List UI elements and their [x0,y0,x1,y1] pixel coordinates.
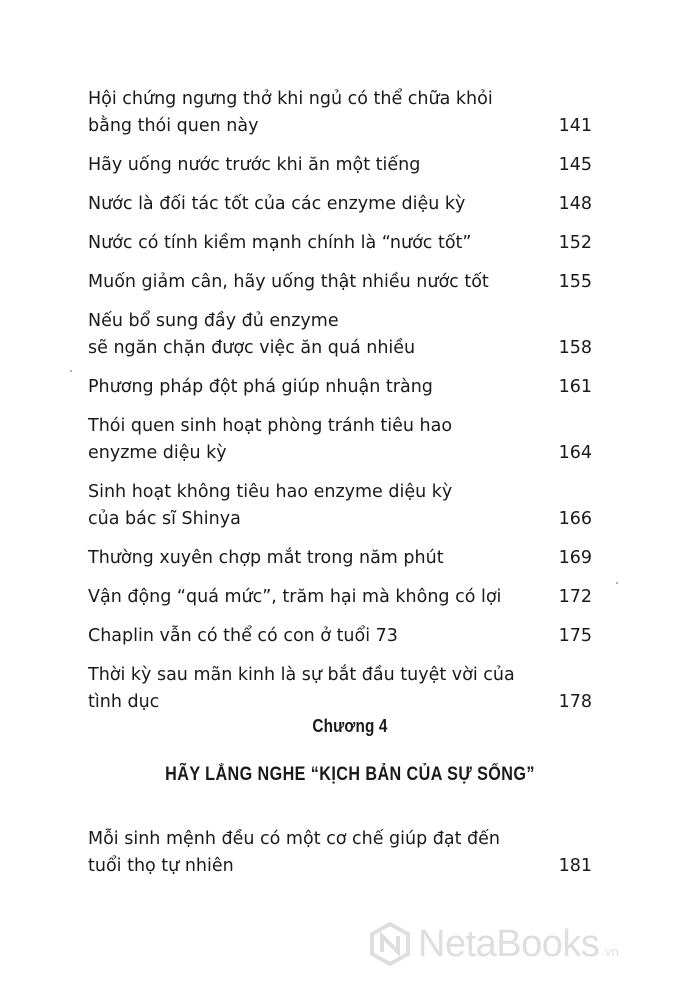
toc-entry-title: Hãy uống nước trước khi ăn một tiếng [88,155,421,175]
toc-entry-page: 161 [558,377,592,397]
toc-entry-page: 155 [558,272,592,292]
watermark [368,920,619,968]
toc-entry [88,545,592,572]
netabooks-logo-icon [368,922,412,966]
toc-entry-title: Hội chứng ngưng thở khi ngủ có thể chữa khỏi bằng thói quen này [88,89,493,136]
table-of-contents [88,86,592,728]
toc-entry-page: 145 [558,155,592,175]
table-of-contents-continued [88,826,592,892]
toc-entry-title: Nước là đối tác tốt của các enzyme diệu kỳ [88,194,466,214]
toc-entry [88,826,592,880]
toc-entry-title: Sinh hoạt không tiêu hao enzyme diệu kỳ của bác sĩ Shinya [88,482,453,529]
toc-entry [88,269,592,296]
toc-entry-title: Chaplin vẫn có thể có con ở tuổi 73 [88,626,398,646]
scan-speck [70,370,72,372]
toc-entry-page: 172 [558,587,592,607]
toc-entry-title: Nước có tính kiềm mạnh chính là “nước tốt” [88,233,472,253]
toc-entry [88,662,592,716]
toc-entry-page: 181 [558,856,592,876]
toc-entry-title: Thói quen sinh hoạt phòng tránh tiêu hao enyzme diệu kỳ [88,416,453,463]
chapter-title: HÃY LẮNG NGHE “KỊCH BẢN CỦA SỰ SỐNG” [165,764,535,785]
toc-entry [88,191,592,218]
toc-entry-page: 164 [558,443,592,463]
toc-entry-page: 169 [558,548,592,568]
toc-entry-page: 166 [558,509,592,529]
chapter-number: Chương 4 [312,716,388,736]
toc-entry-title: Vận động “quá mức”, trăm hại mà không có lợi [88,587,502,607]
toc-entry-page: 178 [558,692,592,712]
toc-entry [88,584,592,611]
toc-entry-title: Muốn giảm cân, hãy uống thật nhiều nước tốt [88,272,489,292]
toc-entry-title: Mỗi sinh mệnh đều có một cơ chế giúp đạt đến tuổi thọ tự nhiên [88,829,501,876]
watermark-tld: .vn [601,943,619,959]
toc-entry [88,230,592,257]
scan-speck [616,582,618,584]
toc-entry-title: Thường xuyên chợp mắt trong năm phút [88,548,444,568]
toc-entry-page: 158 [558,338,592,358]
toc-entry-title: Thời kỳ sau mãn kinh là sự bắt đầu tuyệt vời của tình dục [88,665,515,712]
toc-entry [88,308,592,362]
toc-entry [88,374,592,401]
toc-entry-title: Phương pháp đột phá giúp nhuận tràng [88,377,433,397]
toc-entry [88,623,592,650]
toc-entry [88,479,592,533]
toc-entry-page: 148 [558,194,592,214]
toc-entry-title: Nếu bổ sung đầy đủ enzyme sẽ ngăn chặn được việc ăn quá nhiều [88,311,416,358]
watermark-brand: NetaBooks [418,922,600,965]
toc-entry-page: 152 [558,233,592,253]
toc-entry [88,152,592,179]
toc-entry-page: 141 [558,116,592,136]
toc-entry [88,413,592,467]
toc-entry-page: 175 [558,626,592,646]
toc-entry [88,86,592,140]
